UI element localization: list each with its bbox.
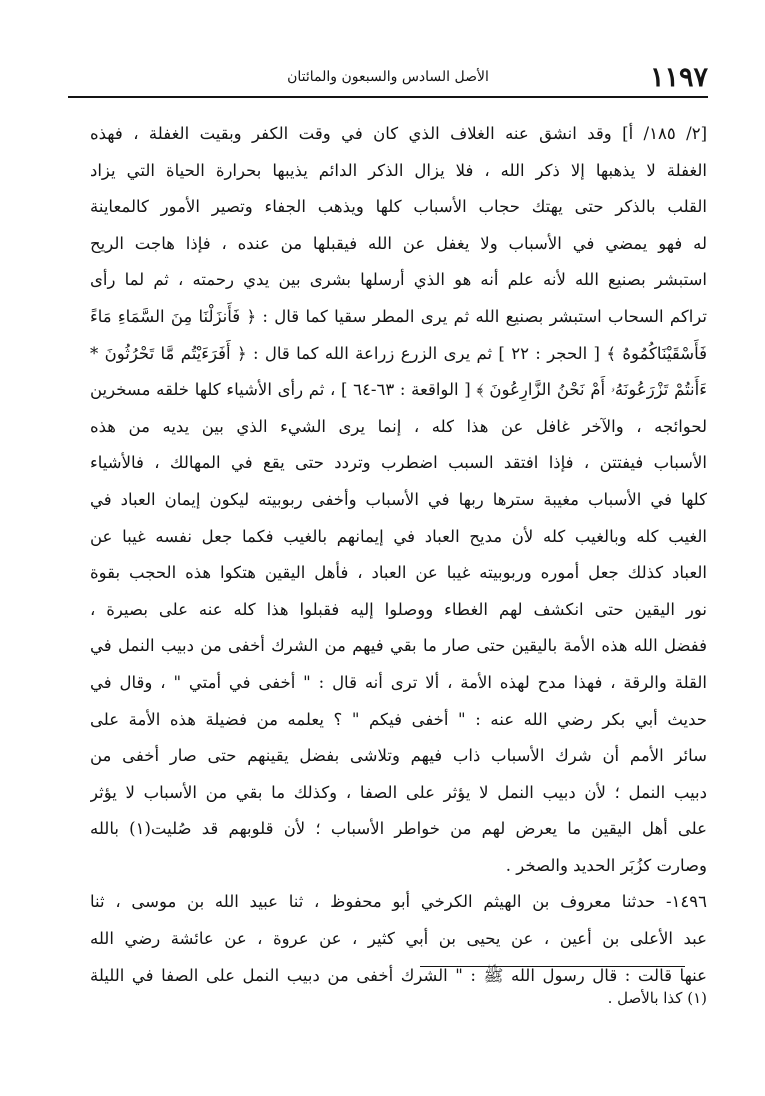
text-line: ءَأَنتُمْ تَزْرَعُونَهُۥ أَمْ نَحْنُ الزَّارِعُونَ ﴾ [ الواقعة : ٦٣-٦٤ ] ، ثم رأى الأشياء كلها خلقه مسخرين — [90, 380, 707, 400]
text-line: ففضل الله هذه الأمة باليقين حتى صار ما بقي فيهم من الشرك أخفى من دبيب النمل في — [90, 636, 707, 656]
text-line: لحوائجه ، والآخر غافل عن هذا كله ، إنما يرى الشيء الذي بين يديه من هذه — [90, 416, 707, 436]
text-line: نور اليقين حتى انكشف لهم الغطاء ووصلوا إليه فقبلوا هذا كله عنه على بصيرة ، — [90, 599, 707, 619]
body-text — [90, 116, 707, 994]
text-line: الأسباب فيفتتن ، فإذا افتقد السبب اضطرب وتردد حتى يقع في المهالك ، فالأشياء — [90, 453, 707, 473]
text-line: وصارت كزُبَر الحديد والصخر . — [505, 855, 707, 875]
text-line: القلة والرقة ، فهذا مدح لهذه الأمة ، ألا ترى أنه قال : " أخفى في أمتي " ، وقال في — [90, 672, 707, 692]
page-header — [68, 60, 708, 96]
text-line: له فهو يمضي في الأسباب ولا يغفل عن الله فيقبلها من عنده ، فإذا هاجت الريح — [90, 233, 707, 253]
page-number: ١١٩٧ — [649, 62, 708, 93]
hadith-line: عبد الأعلى بن أعين ، عن يحيى بن أبي كثير ، عن عروة ، عن عائشة رضي الله — [90, 929, 707, 949]
text-line: تراكم السحاب استبشر بصنيع الله ثم يرى المطر سقيا كما قال : ﴿ فَأَنزَلْنَا مِنَ السَّمَاءِ مَاءً — [90, 306, 707, 326]
hadith-line: ١٤٩٦- حدثنا معروف بن الهيثم الكرخي أبو محفوظ ، ثنا عبيد الله بن موسى ، ثنا — [90, 892, 707, 912]
text-line: العباد كذلك جعل أموره وربوبيته غيبا عن العباد ، فأهل اليقين هتكوا هذه الحجب بقوة — [90, 563, 707, 583]
text-line: سائر الأمم أن شرك الأسباب ذاب فيهم وتلاشى بفضل يقينهم حتى صار أخفى من — [90, 746, 707, 766]
text-line: الغفلة لا يذهبها إلا ذكر الله ، فلا يزال الذكر الدائم يذيبها بحرارة الحياة التي يزاد — [90, 160, 707, 180]
running-title: الأصل السادس والسبعون والمائتان — [287, 69, 489, 85]
text-line: [٢/ ١٨٥/ أ] وقد انشق عنه الغلاف الذي كان في وقت الكفر وبقيت الغفلة ، فهذه — [90, 124, 707, 143]
text-line: كلها في الأسباب مغيبة سترها ربها في الأسباب وأخفى ربوبيته ليكون إيمان العباد في — [90, 489, 707, 509]
text-line: القلب بالذكر حتى يهتك حجاب الأسباب كلها ويذهب الجفاء وتصير الأمور كالمعاينة — [90, 197, 707, 217]
text-line: فَأَسْقَيْنَاكُمُوهُ ﴾ [ الحجر : ٢٢ ] ثم يرى الزرع زراعة الله كما قال : ﴿ أَفَرَءَيْتُم مَّا تَحْرُثُونَ * — [90, 343, 707, 363]
hadith-line: عنها قالت : قال رسول الله ﷺ : " الشرك أخفى من دبيب النمل على الصفا في الليلة — [90, 965, 707, 985]
text-line: استبشر بصنيع الله لأنه علم أنه هو الذي أرسلها بشرى بين يدي رحمته ، ثم لما رأى — [90, 270, 707, 290]
header-rule — [68, 96, 708, 98]
text-line: حديث أبي بكر رضي الله عنه : " أخفى فيكم " ؟ يعلمه من فضيلة هذه الأمة على — [90, 709, 707, 729]
footnote: (١) كذا بالأصل . — [607, 989, 707, 1007]
footnote-rule — [420, 966, 685, 967]
text-line: على أهل اليقين ما يعرض لهم من خواطر الأسباب ؛ لأن قلوبهم قد صُليت(١) بالله — [90, 819, 707, 839]
text-line: دبيب النمل ؛ لأن دبيب النمل لا يؤثر على الصفا ، وكذلك ما بقي من الأسباب لا يؤثر — [90, 782, 707, 802]
text-line: الغيب كله وبالغيب كله لأن مديح العباد في إيمانهم بالغيب فكما جعل نفسه غيبا عن — [90, 526, 707, 546]
